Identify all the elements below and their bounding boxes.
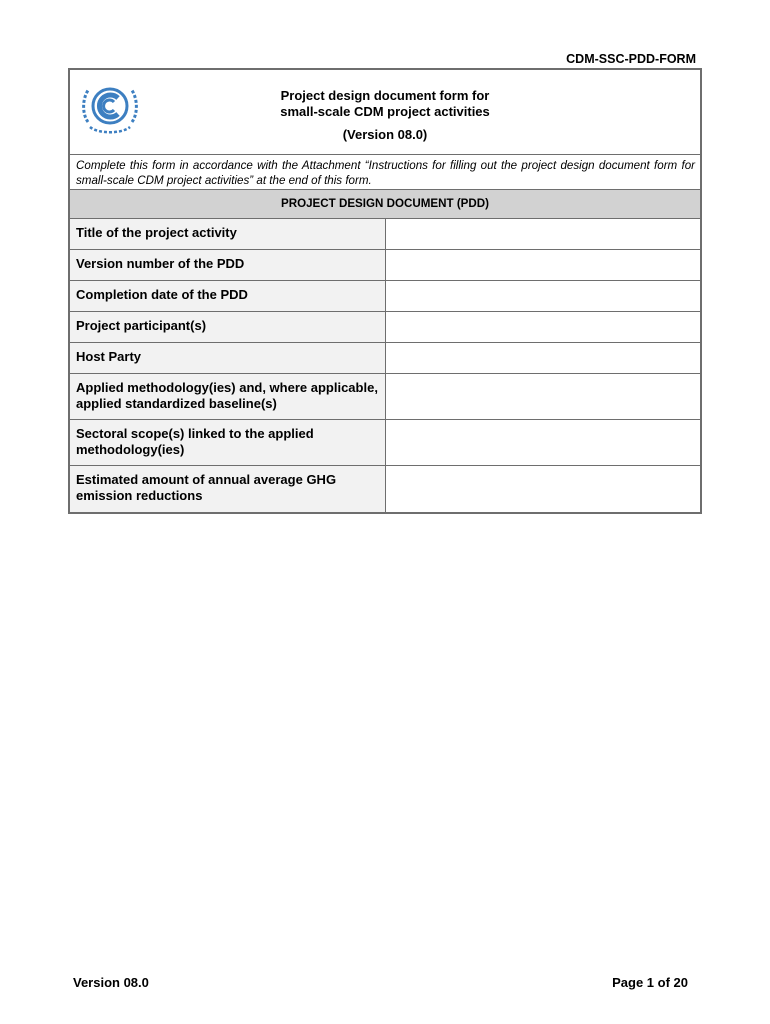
row-label: Estimated amount of annual average GHG emission reductions (70, 466, 386, 512)
table-row (70, 343, 700, 374)
form-instructions: Complete this form in accordance with the Attachment “Instructions for filling out the project design document form for small-scale CDM project activities” at the end of this form. (70, 155, 700, 190)
table-row (70, 420, 700, 466)
table-row (70, 250, 700, 281)
title-field[interactable] (386, 219, 700, 249)
footer-page-number: Page 1 of 20 (612, 975, 688, 990)
form-header (70, 70, 700, 155)
row-label: Sectoral scope(s) linked to the applied methodology(ies) (70, 420, 386, 465)
row-label: Host Party (70, 343, 386, 373)
section-heading: PROJECT DESIGN DOCUMENT (PDD) (70, 190, 700, 219)
row-label: Title of the project activity (70, 219, 386, 249)
form-version: (Version 08.0) (342, 127, 428, 142)
footer-version: Version 08.0 (73, 975, 149, 990)
form-title (70, 88, 700, 120)
form-title-line2: small-scale CDM project activities (280, 104, 490, 119)
table-row (70, 466, 700, 512)
emission-reductions-field[interactable] (386, 466, 700, 512)
form-title-line1: Project design document form for (280, 88, 490, 103)
row-label: Completion date of the PDD (70, 281, 386, 311)
row-label: Project participant(s) (70, 312, 386, 342)
table-row (70, 374, 700, 420)
host-party-field[interactable] (386, 343, 700, 373)
table-row (70, 219, 700, 250)
pdd-form-table (68, 68, 702, 514)
document-code: CDM-SSC-PDD-FORM (566, 52, 696, 66)
table-row (70, 281, 700, 312)
completion-date-field[interactable] (386, 281, 700, 311)
row-label: Version number of the PDD (70, 250, 386, 280)
participants-field[interactable] (386, 312, 700, 342)
methodology-field[interactable] (386, 374, 700, 419)
row-label: Applied methodology(ies) and, where applicable, applied standardized baseline(s) (70, 374, 386, 419)
version-number-field[interactable] (386, 250, 700, 280)
table-row (70, 312, 700, 343)
sectoral-scope-field[interactable] (386, 420, 700, 465)
